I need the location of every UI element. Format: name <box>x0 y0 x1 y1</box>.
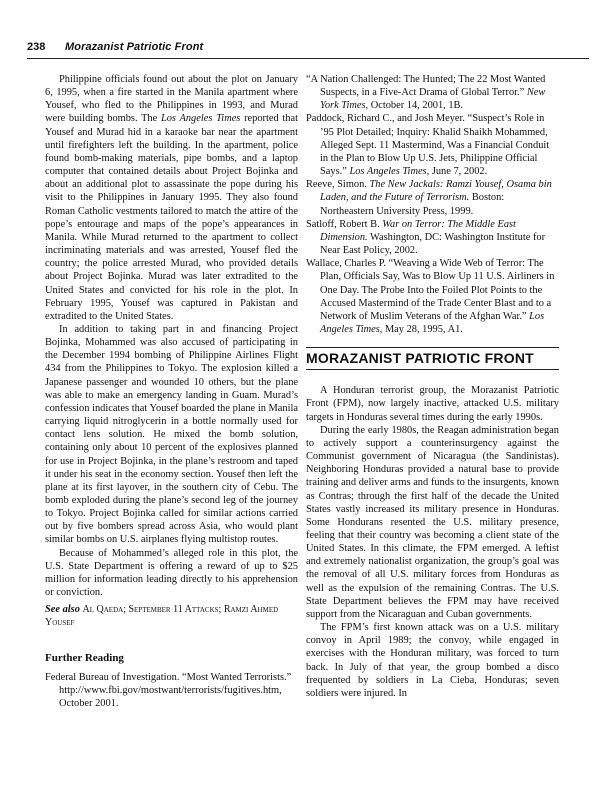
reference-entry: Reeve, Simon. The New Jackals: Ramzi Yousef, Osama bin Laden, and the Future of Terrorism. Boston: Northeastern University Press, 1999. <box>306 179 552 217</box>
running-title: Morazanist Patriotic Front <box>65 41 204 53</box>
reference-entry: Wallace, Charles P. “Weaving a Wide Web of Terror: The Plan, Officials Say, Was to Blow Up 11 U.S. Airliners in One Day. The Probe Into the Foiled Plot Points to the Accused Mastermind of the Trade Center Blast and to a Network of Muslim Veterans of the Afghan War.” Los Angeles Times, May 28, 1995, A1. <box>306 258 555 335</box>
right-column <box>306 73 559 700</box>
reference-entry: Federal Bureau of Investigation. “Most Wanted Terrorists.” http://www.fbi.gov/mostwant/terrorists/fugitives.htm, October 2001. <box>45 671 292 710</box>
entry-bottom-rule <box>306 369 559 370</box>
body-paragraph: Because of Mohammed’s alleged role in this plot, the U.S. State Department is offering a reward of up to $25 million for information leading directly to his apprehension or conviction. <box>45 547 298 599</box>
entry-title: MORAZANIST PATRIOTIC FRONT <box>306 350 534 367</box>
see-also-links[interactable]: Al Qaeda; September 11 Attacks; Ramzi Ahmed Yousef <box>45 604 279 629</box>
body-paragraph: The FPM’s first known attack was on a U.S. military convoy in April 1989; the convoy, while engaged in exercises with the Honduran military, was forced to turn back. In July of that year, the group bombed a disco frequented by soldiers in La Cieba, Honduras; seven soldiers were injured. In <box>306 622 559 699</box>
entry-top-rule <box>306 347 559 348</box>
body-paragraph: In addition to taking part in and financing Project Bojinka, Mohammed was also accused of participating in the December 1994 bombing of Philippine Airlines Flight 434 from the Philippines to Tokyo. The explosion killed a Japanese passenger and wounded 10 others, but the plane was able to make an emergency landing in Guam. Murad’s confession indicates that Yousef boarded the plane in Manila carrying liquid nitroglycerin in a bottle normally used for contact lens solution. He mixed the bomb solution, containing only about 10 percent of the explosives planned for use in Project Bojinka, in the plane’s restroom and taped it under his seat in the economy section. Yousef then left the plane at its first layover, in the southern city of Cebu. The bomb exploded during the plane’s second leg of the journey to Tokyo. Project Bojinka called for similar actions carried out by five bombers spread across Asia, who would plant similar bombs on U.S. airplanes flying multistop routes. <box>45 323 298 546</box>
page-number: 238 <box>27 41 46 53</box>
reference-entry: “A Nation Challenged: The Hunted; The 22 Most Wanted Suspects, in a Five-Act Drama of Global Terror.” New York Times, October 14, 2001, 1B. <box>306 74 546 112</box>
running-header <box>27 41 589 59</box>
see-also-label: See also <box>45 604 80 616</box>
further-reading-heading: Further Reading <box>45 651 124 664</box>
body-paragraph: A Honduran terrorist group, the Morazanist Patriotic Front (FPM), now largely inactive, attacked U.S. military targets in Honduras several times during the early 1990s. <box>306 385 559 423</box>
reference-entry: Satloff, Robert B. War on Terror: The Middle East Dimension. Washington, DC: Washington Institute for Near East Policy, 2002. <box>306 218 546 257</box>
left-column <box>45 73 298 710</box>
body-paragraph: Philippine officials found out about the plot on January 6, 1995, when a fire started in the Manila apartment where Yousef, who fled to the Philippines in 1993, and Murad were building bombs. The Los Angeles Times reported that Yousef and Murad hid in a karaoke bar near the apartment until firefighters left the building. In the apartment, police found bomb-making materials, pipe bombs, and a laptop computer that contained details about Project Bojinka and about an additional plot to assassinate the pope during his visit to the Philippines in January 1995. They also found Roman Catholic vestments tailored to match the attire of the pope’s entourage and maps of the pope’s appearances in Manila. While Murad returned to the apartment to collect incriminating materials and was arrested, Yousef fled the country; the police arrested Murad, who provided details about Project Bojinka. Murad was later extradited to the United States and convicted for his role in the plot. In February 1995, Yousef was captured in Pakistan and extradited to the United States. <box>45 74 298 322</box>
see-also <box>45 603 298 629</box>
reference-entry: Paddock, Richard C., and Josh Meyer. “Suspect’s Role in ’95 Plot Detailed; Inquiry: Khalid Shaikh Mohammed, Alleged Sept. 11 Mastermind, Was a Financial Conduit in the Plan to Blow Up U.S. Jets, Philippine Official Says.” Los Angeles Times, June 7, 2002. <box>306 113 550 178</box>
body-paragraph: During the early 1980s, the Reagan administration began to actively support a counterinsurgency against the Communist government of Nicaragua (the Sandinistas). Neighboring Honduras provided a natural base to provide training and deliver arms and funds to the insurgents, known as Contras; through the first half of the decade the United States vastly increased its military presence in Honduras. Some Hondurans resented the U.S. military presence, feeling that their country was becoming a client state of the United States. In this climate, the FPM emerged. A leftist and extremely nationalist organization, the group’s goal was the removal of all U.S. military forces from Honduras as well as the expulsion of the remaining Contras. The U.S. State Department believes the FPM may have received support from the Nicaraguan and Cuban governments. <box>306 424 559 620</box>
header-rule <box>27 58 589 59</box>
